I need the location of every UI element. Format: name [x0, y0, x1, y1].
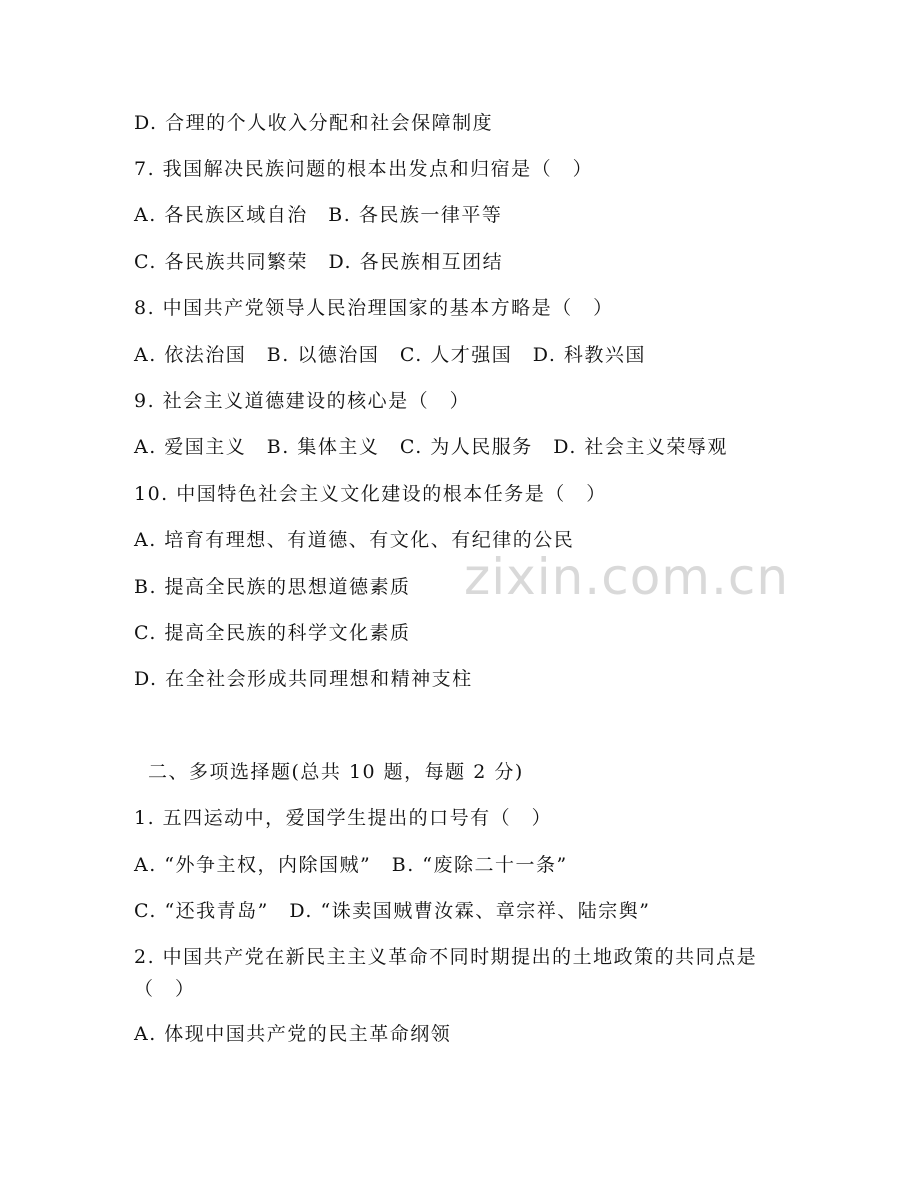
options-7-ab: A. 各民族区域自治 B. 各民族一律平等: [134, 204, 503, 226]
option-10a: A. 培育有理想、有道德、有文化、有纪律的公民: [134, 529, 575, 551]
options-7-cd: C. 各民族共同繁荣 D. 各民族相互团结: [134, 251, 504, 273]
option-6d: D. 合理的个人收入分配和社会保障制度: [134, 112, 494, 134]
options-9: A. 爱国主义 B. 集体主义 C. 为人民服务 D. 社会主义荣辱观: [134, 436, 728, 458]
question-9: 9. 社会主义道德建设的核心是（ ）: [134, 390, 471, 412]
question-10: 10. 中国特色社会主义文化建设的根本任务是（ ）: [134, 483, 607, 505]
options-8: A. 依法治国 B. 以德治国 C. 人才强国 D. 科教兴国: [134, 344, 646, 366]
question-m1: 1. 五四运动中，爱国学生提出的口号有（ ）: [134, 807, 553, 829]
question-m2: 2. 中国共产党在新民主主义革命不同时期提出的土地政策的共同点是（ ）: [134, 946, 758, 1000]
option-m2a: A. 体现中国共产党的民主革命纲领: [134, 1023, 452, 1045]
question-8: 8. 中国共产党领导人民治理国家的基本方略是（ ）: [134, 297, 614, 319]
options-m1-ab: A. “外争主权，内除国贼” B. “废除二十一条”: [134, 854, 568, 876]
option-10d: D. 在全社会形成共同理想和精神支柱: [134, 668, 473, 690]
section-heading-multiple-choice: 二、多项选择题(总共 10 题，每题 2 分): [148, 761, 524, 783]
watermark: zixin.com.cn: [464, 548, 790, 606]
options-m1-cd: C. “还我青岛” D. “诛卖国贼曹汝霖、章宗祥、陆宗舆”: [134, 900, 651, 922]
question-7: 7. 我国解决民族问题的根本出发点和归宿是（ ）: [134, 158, 594, 180]
option-10b: B. 提高全民族的思想道德素质: [134, 576, 411, 598]
option-10c: C. 提高全民族的科学文化素质: [134, 622, 411, 644]
